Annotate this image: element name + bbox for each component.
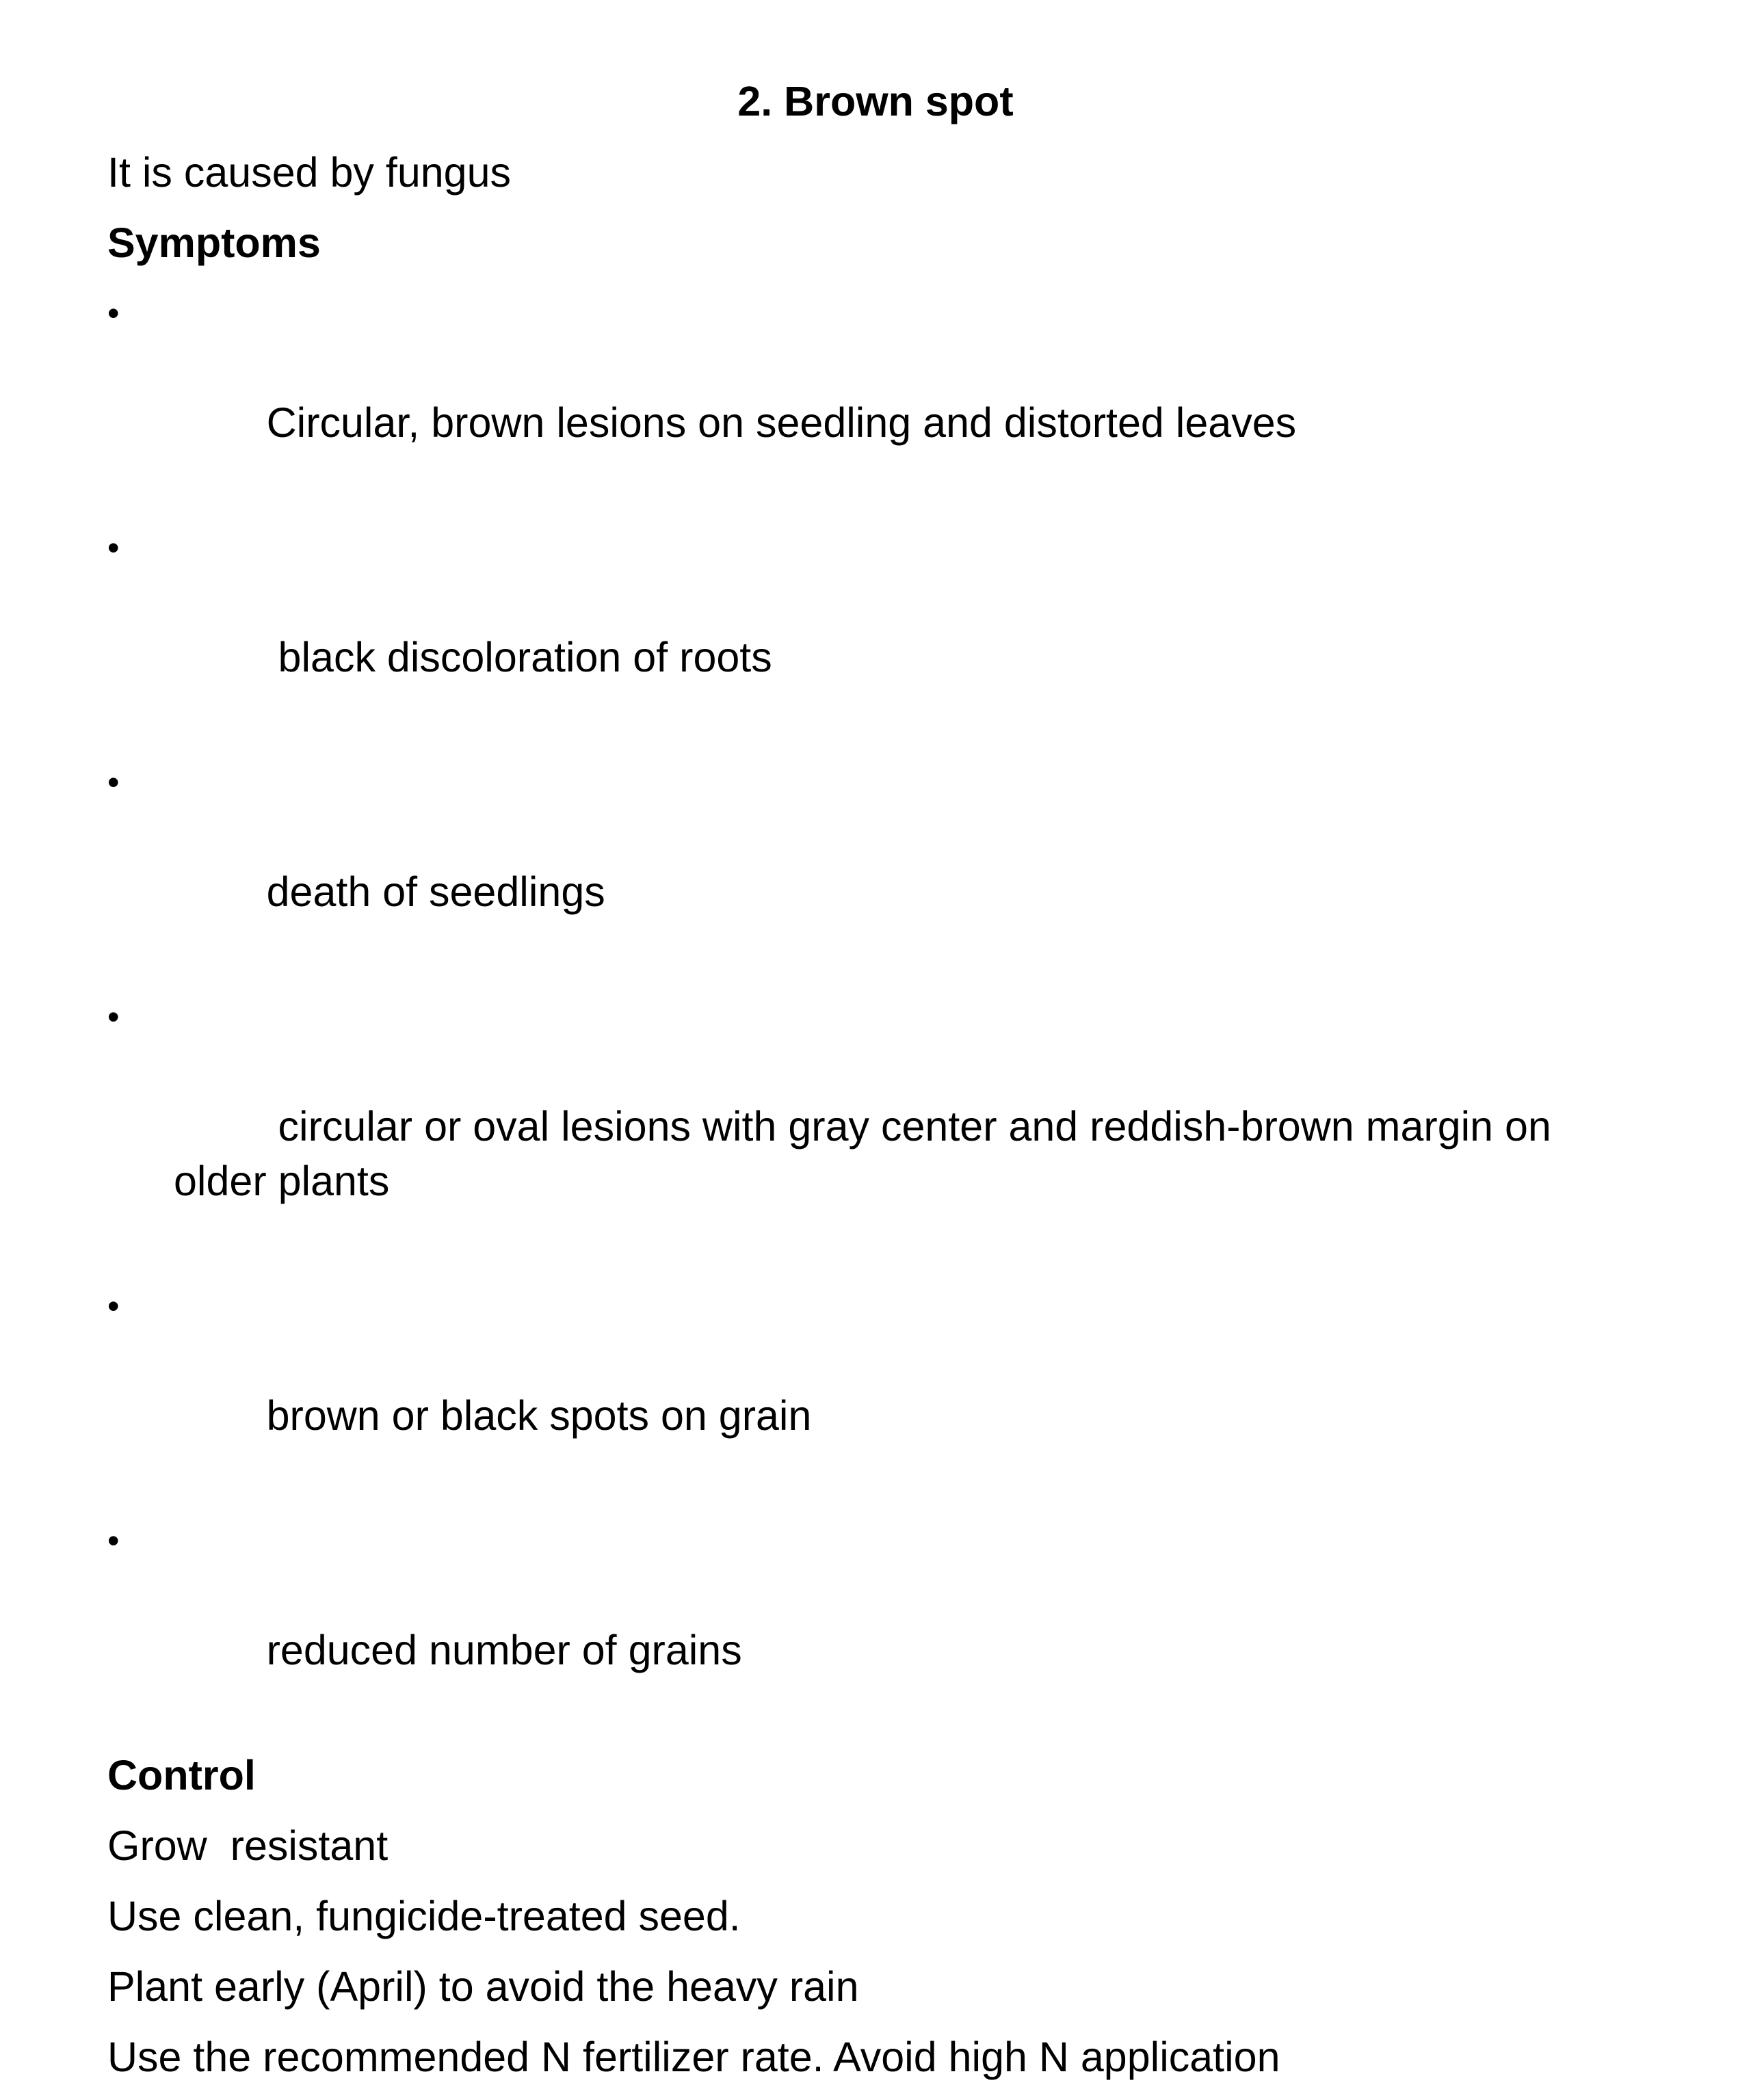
symptom-item <box>107 755 1633 974</box>
intro-text: It is caused by fungus <box>107 149 512 196</box>
bullet-icon: • <box>107 1287 120 1325</box>
control-item: Grow resistant <box>107 1822 389 1869</box>
bullet-icon: • <box>107 529 120 567</box>
control-item: Use the recommended N fertilizer rate. Avoid high N application <box>107 2034 1280 2080</box>
bullet-icon: • <box>107 763 120 801</box>
control-item: Plant early (April) to avoid the heavy rain <box>107 1963 859 2010</box>
symptom-item <box>107 989 1633 1263</box>
symptom-text: reduced number of grains <box>266 1627 742 1673</box>
symptom-item <box>107 286 1633 505</box>
bullet-icon: • <box>107 1521 120 1560</box>
symptom-text: Circular, brown lesions on seedling and distorted leaves <box>266 399 1297 446</box>
slide-title: 2. Brown spot <box>737 78 1014 124</box>
bullet-icon: • <box>107 294 120 332</box>
bullet-icon: • <box>107 998 120 1036</box>
symptom-text: circular or oval lesions with gray center and reddish-brown margin on older plants <box>174 1103 1563 1204</box>
symptom-item <box>107 1279 1633 1498</box>
symptoms-heading: Symptoms <box>107 220 321 266</box>
symptoms-list <box>107 286 1633 1732</box>
control-heading: Control <box>107 1752 256 1798</box>
symptom-text: black discoloration of roots <box>266 634 772 680</box>
symptom-item <box>107 520 1633 739</box>
symptom-text: brown or black spots on grain <box>266 1392 812 1439</box>
symptom-text: death of seedlings <box>266 868 605 915</box>
control-item: Use clean, fungicide-treated seed. <box>107 1893 741 1939</box>
symptom-item <box>107 1513 1633 1732</box>
slide-content <box>107 145 1633 2100</box>
